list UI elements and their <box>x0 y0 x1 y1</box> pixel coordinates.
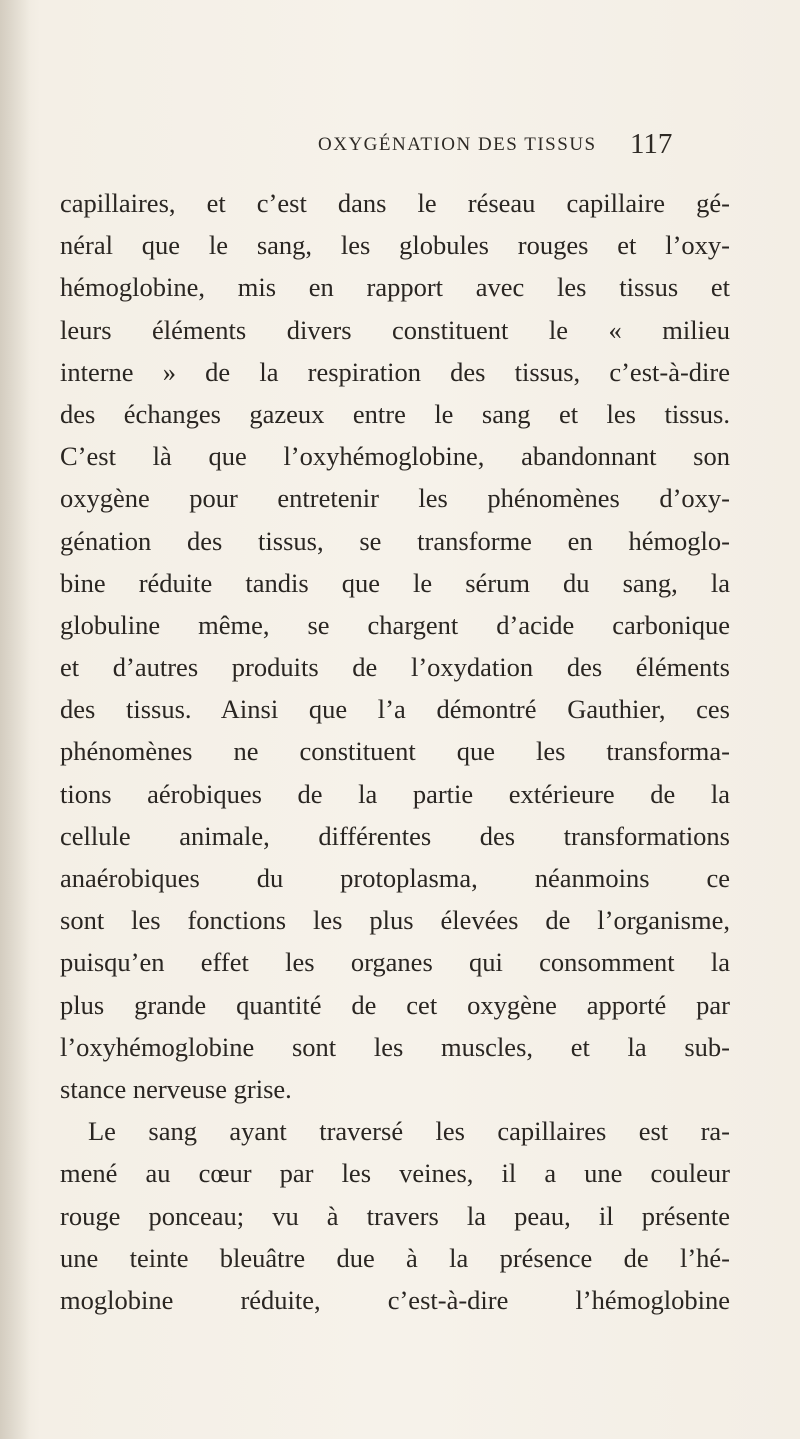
text-line: oxygène pour entretenir les phénomènes d’oxy- <box>60 483 730 514</box>
text-line: bine réduite tandis que le sérum du sang, la <box>60 567 730 598</box>
text-line: des échanges gazeux entre le sang et les tissus. <box>60 398 730 429</box>
text-line: génation des tissus, se transforme en hémoglo- <box>60 525 730 556</box>
text-line: globuline même, se chargent d’acide carbonique <box>60 609 730 640</box>
text-line: capillaires, et c’est dans le réseau capillaire gé- <box>60 188 730 218</box>
text-line: des tissus. Ainsi que l’a démontré Gauthier, ces <box>60 694 730 725</box>
running-head <box>318 128 718 164</box>
text-line: interne » de la respiration des tissus, c’est-à-dire <box>60 356 730 387</box>
text-line: néral que le sang, les globules rouges et l’oxy- <box>60 230 730 261</box>
text-line: rouge ponceau; vu à travers la peau, il présente <box>60 1200 730 1231</box>
text-line: puisqu’en effet les organes qui consomment la <box>60 947 730 978</box>
text-line: C’est là que l’oxyhémoglobine, abandonnant son <box>60 441 730 472</box>
text-line: cellule animale, différentes des transformations <box>60 820 730 851</box>
text-line: leurs éléments divers constituent le « milieu <box>60 314 730 345</box>
text-line: tions aérobiques de la partie extérieure de la <box>60 778 730 809</box>
text-line: mené au cœur par les veines, il a une couleur <box>60 1158 730 1189</box>
page-gutter-shadow <box>0 0 30 1439</box>
page-number: 117 <box>630 128 673 160</box>
running-head-title: OXYGÉNATION DES TISSUS <box>318 134 597 155</box>
text-line: une teinte bleuâtre due à la présence de l’hé- <box>60 1242 730 1273</box>
text-line: anaérobiques du protoplasma, néanmoins ce <box>60 863 730 893</box>
text-line: phénomènes ne constituent que les transforma- <box>60 736 730 767</box>
text-line: hémoglobine, mis en rapport avec les tissus et <box>60 272 730 303</box>
text-line: plus grande quantité de cet oxygène apporté par <box>60 989 730 1020</box>
text-line: moglobine réduite, c’est-à-dire l’hémoglobine <box>60 1284 730 1315</box>
text-line: et d’autres produits de l’oxydation des éléments <box>60 652 730 683</box>
body-text <box>60 182 730 1321</box>
paragraph-end-line: stance nerveuse grise. <box>60 1073 292 1104</box>
text-line: sont les fonctions les plus élevées de l’organisme, <box>60 905 730 936</box>
text-line: l’oxyhémoglobine sont les muscles, et la sub- <box>60 1031 730 1062</box>
paragraph-start-line: Le sang ayant traversé les capillaires est ra- <box>88 1116 730 1147</box>
